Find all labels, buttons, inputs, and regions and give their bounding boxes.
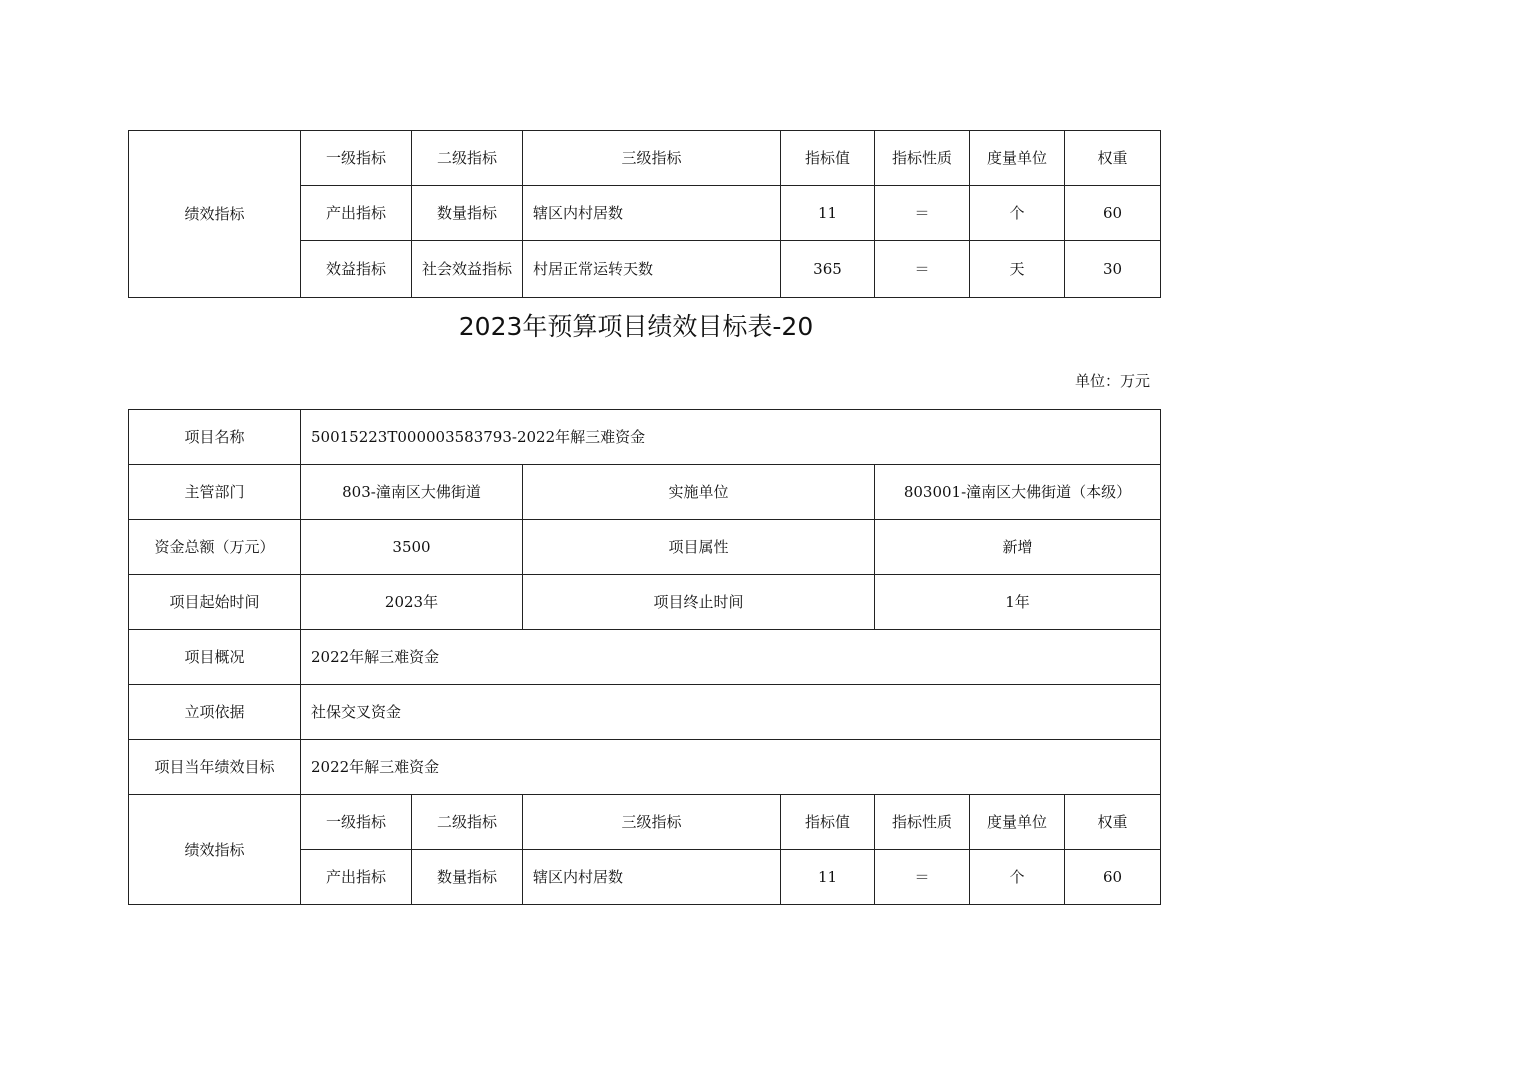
end-value: 1年 bbox=[875, 575, 1161, 630]
table-cell: 效益指标 bbox=[301, 241, 412, 298]
header-cell: 度量单位 bbox=[970, 131, 1065, 186]
impl-value: 803001-潼南区大佛街道（本级） bbox=[875, 465, 1161, 520]
table-cell: 365 bbox=[781, 241, 875, 298]
table-cell: ＝ bbox=[875, 850, 970, 905]
project-name-label: 项目名称 bbox=[129, 410, 301, 465]
basis-value: 社保交叉资金 bbox=[301, 685, 1161, 740]
table-cell: ＝ bbox=[875, 241, 970, 298]
department-row bbox=[129, 465, 1161, 520]
funds-label: 资金总额（万元） bbox=[129, 520, 301, 575]
header-cell: 三级指标 bbox=[523, 131, 781, 186]
impl-label: 实施单位 bbox=[523, 465, 875, 520]
table-cell: 个 bbox=[970, 850, 1065, 905]
header-cell: 权重 bbox=[1065, 795, 1161, 850]
table-cell: 11 bbox=[781, 850, 875, 905]
performance-indicator-table-top bbox=[128, 130, 1161, 298]
dept-value: 803-潼南区大佛街道 bbox=[301, 465, 523, 520]
dept-label: 主管部门 bbox=[129, 465, 301, 520]
header-cell: 指标性质 bbox=[875, 795, 970, 850]
end-label: 项目终止时间 bbox=[523, 575, 875, 630]
table-cell: 产出指标 bbox=[301, 850, 412, 905]
goal-label: 项目当年绩效目标 bbox=[129, 740, 301, 795]
header-cell: 指标值 bbox=[781, 131, 875, 186]
table-cell: 60 bbox=[1065, 186, 1161, 241]
table-cell: 天 bbox=[970, 241, 1065, 298]
table-cell: 数量指标 bbox=[412, 186, 523, 241]
table-cell: 30 bbox=[1065, 241, 1161, 298]
table-cell: ＝ bbox=[875, 186, 970, 241]
funds-row bbox=[129, 520, 1161, 575]
section-label: 绩效指标 bbox=[129, 131, 301, 298]
table-header-row bbox=[129, 795, 1161, 850]
overview-value: 2022年解三难资金 bbox=[301, 630, 1161, 685]
section-label: 绩效指标 bbox=[129, 795, 301, 905]
header-cell: 度量单位 bbox=[970, 795, 1065, 850]
project-name-value: 50015223T000003583793-2022年解三难资金 bbox=[301, 410, 1161, 465]
header-cell: 一级指标 bbox=[301, 795, 412, 850]
goal-value: 2022年解三难资金 bbox=[301, 740, 1161, 795]
table-cell: 辖区内村居数 bbox=[523, 186, 781, 241]
attr-value: 新增 bbox=[875, 520, 1161, 575]
table-cell: 数量指标 bbox=[412, 850, 523, 905]
table-cell: 11 bbox=[781, 186, 875, 241]
unit-label: 单位：万元 bbox=[1074, 372, 1150, 390]
start-value: 2023年 bbox=[301, 575, 523, 630]
project-performance-table bbox=[128, 409, 1161, 905]
page-title: 2023年预算项目绩效目标表-20 bbox=[458, 312, 814, 341]
time-row bbox=[129, 575, 1161, 630]
overview-row bbox=[129, 630, 1161, 685]
header-cell: 权重 bbox=[1065, 131, 1161, 186]
start-label: 项目起始时间 bbox=[129, 575, 301, 630]
basis-row bbox=[129, 685, 1161, 740]
header-cell: 指标性质 bbox=[875, 131, 970, 186]
attr-label: 项目属性 bbox=[523, 520, 875, 575]
table-cell: 社会效益指标 bbox=[412, 241, 523, 298]
overview-label: 项目概况 bbox=[129, 630, 301, 685]
table-header-row bbox=[129, 131, 1161, 186]
table-cell: 产出指标 bbox=[301, 186, 412, 241]
goal-row bbox=[129, 740, 1161, 795]
header-cell: 二级指标 bbox=[412, 131, 523, 186]
header-cell: 指标值 bbox=[781, 795, 875, 850]
table-cell: 60 bbox=[1065, 850, 1161, 905]
table-cell: 村居正常运转天数 bbox=[523, 241, 781, 298]
header-cell: 一级指标 bbox=[301, 131, 412, 186]
table-cell: 辖区内村居数 bbox=[523, 850, 781, 905]
funds-value: 3500 bbox=[301, 520, 523, 575]
header-cell: 三级指标 bbox=[523, 795, 781, 850]
table-cell: 个 bbox=[970, 186, 1065, 241]
header-cell: 二级指标 bbox=[412, 795, 523, 850]
project-name-row bbox=[129, 410, 1161, 465]
basis-label: 立项依据 bbox=[129, 685, 301, 740]
